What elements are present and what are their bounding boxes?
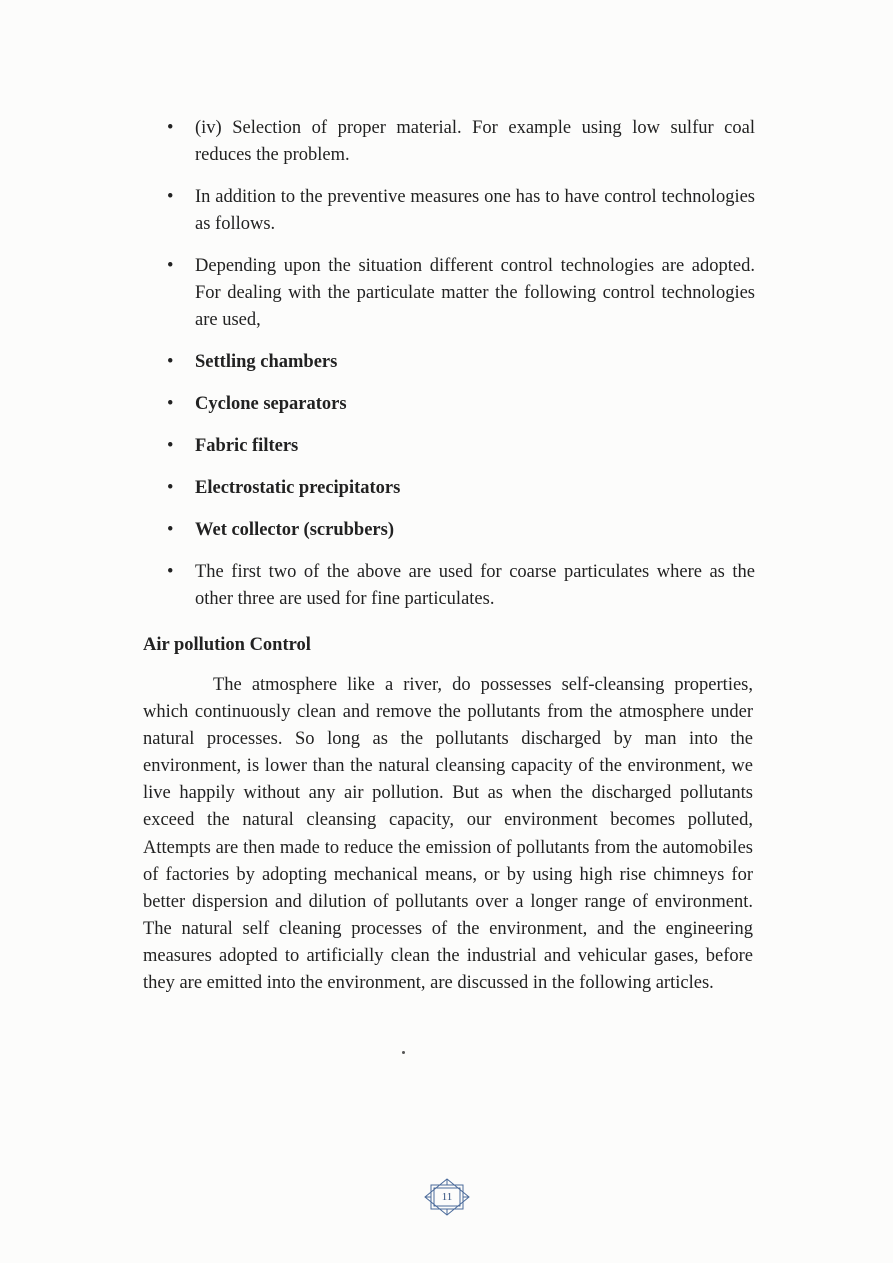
page-number-badge	[424, 1178, 470, 1216]
bullet-text: Cyclone separators	[195, 394, 347, 414]
bullet-text: Electrostatic precipitators	[195, 478, 401, 498]
bullet-item	[165, 349, 755, 376]
bullet-list	[165, 115, 755, 628]
bullet-dot: •	[167, 394, 174, 414]
bullet-dot: •	[167, 118, 174, 138]
bullet-dot: •	[167, 352, 174, 372]
bullet-text: The first two of the above are used for coarse particulates where as the other three are used for fine particulates.	[195, 562, 755, 609]
bullet-text: Wet collector (scrubbers)	[195, 520, 394, 540]
bullet-item	[165, 475, 755, 502]
bullet-dot: •	[167, 256, 174, 276]
bullet-text: Settling chambers	[195, 352, 338, 372]
section-heading: Air pollution Control	[143, 635, 311, 655]
bullet-text: (iv) Selection of proper material. For example using low sulfur coal reduces the problem.	[195, 118, 755, 165]
section-paragraph: The atmosphere like a river, do possesses self-cleansing properties, which continuously clean and remove the pollutants from the atmosphere under natural processes. So long as the pollutants discharged by man into the environment, is lower than the natural cleansing capacity of the environment, we live happily without any air pollution. But as when the discharged pollutants exceed the natural cleansing capacity, our environment becomes polluted, Attempts are then made to reduce the emission of pollutants from the automobiles of factories by adopting mechanical means, or by using high rise chimneys for better dispersion and dilution of pollutants over a longer range of environment. The natural self cleaning processes of the environment, and the engineering measures adopted to artificially clean the industrial and vehicular gases, before they are emitted into the environment, are discussed in the following articles.	[143, 675, 753, 994]
bullet-text: Fabric filters	[195, 436, 299, 456]
bullet-text: In addition to the preventive measures one has to have control technologies as follows.	[195, 187, 755, 234]
bullet-dot: •	[167, 187, 174, 207]
bullet-text: Depending upon the situation different control technologies are adopted. For dealing with the particulate matter the following control technologies are used,	[195, 256, 755, 330]
scan-speck	[402, 1051, 405, 1054]
page-number: 11	[441, 1191, 453, 1203]
bullet-item	[165, 253, 755, 334]
bullet-dot: •	[167, 562, 174, 582]
bullet-item	[165, 115, 755, 169]
bullet-item	[165, 184, 755, 238]
bullet-dot: •	[167, 520, 174, 540]
bullet-dot: •	[167, 478, 174, 498]
bullet-dot: •	[167, 436, 174, 456]
bullet-item	[165, 559, 755, 613]
bullet-item	[165, 433, 755, 460]
bullet-item	[165, 517, 755, 544]
bullet-item	[165, 391, 755, 418]
